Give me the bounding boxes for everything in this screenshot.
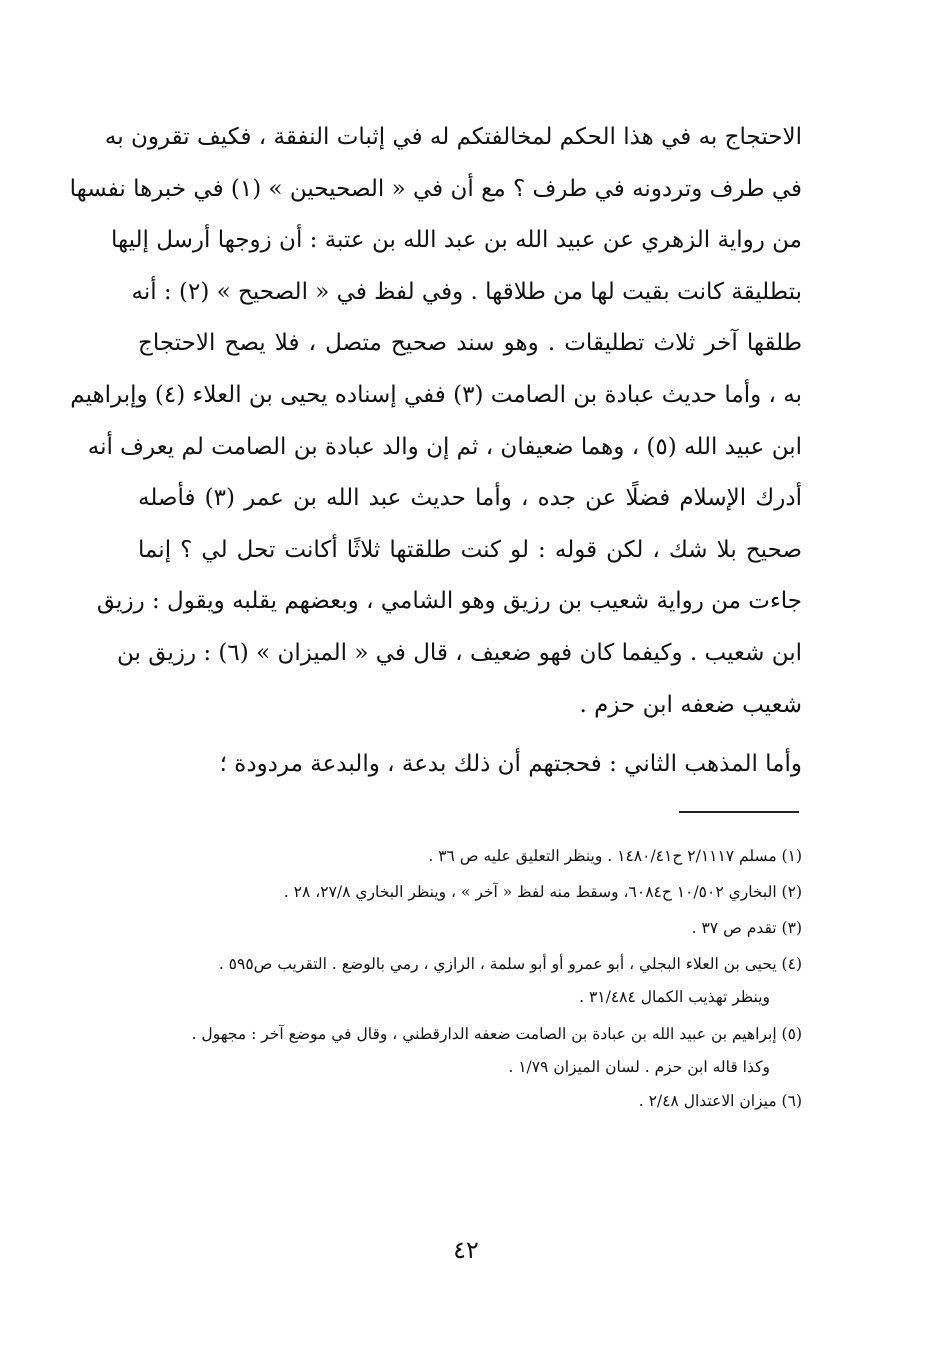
text-line: الاحتجاج به في هذا الحكم لمخالفتكم له في إثبات النفقة ، فكيف تقرون به <box>104 124 802 150</box>
page-number: ٤٢ <box>453 1236 479 1264</box>
text-line: بتطليقة كانت بقيت لها من طلاقها . وفي لفظ في « الصحيح » (٢) : أنه <box>131 278 802 305</box>
main-text <box>69 112 803 791</box>
footnote-5-continued: وكذا قاله ابن حزم . لسان الميزان ١/٧٩ . <box>508 1058 770 1076</box>
footnote-4-continued: وينظر تهذيب الكمال ٣١/٤٨٤ . <box>579 988 770 1006</box>
text-line: ابن عبيد الله (٥) ، وهما ضعيفان ، ثم إن والد عبادة بن الصامت لم يعرف أنه <box>87 433 802 460</box>
text-line: أدرك الإسلام فضلًا عن جده ، وأما حديث عبد الله بن عمر (٣) فأصله <box>138 485 803 512</box>
text-line: صحيح بلا شك ، لكن قوله : لو كنت طلقتها ثلاثًا أكانت تحل لي ؟ إنما <box>138 536 802 563</box>
footnote-4: (٤) يحيى بن العلاء البجلي ، أبو عمرو أو أبو سلمة ، الرازي ، رمي بالوضع . التقريب ص٥٩٥ . <box>218 955 802 973</box>
footnote-2: (٢) البخاري ١٠/٥٠٢ ح٦٠٨٤، وسقط منه لفظ « آخر » ، وينظر البخاري ٢٧/٨، ٢٨ . <box>283 883 802 901</box>
text-line: في طرف وتردونه في طرف ؟ مع أن في « الصحيحين » (١) في خبرها نفسها <box>69 175 802 202</box>
text-line: طلقها آخر ثلاث تطليقات . وهو سند صحيح متصل ، فلا يصح الاحتجاج <box>138 330 802 357</box>
text-line: شعيب ضعفه ابن حزم . <box>579 691 802 718</box>
paragraph-two: وأما المذهب الثاني : فحجتهم أن ذلك بدعة ، والبدعة مردودة ؛ <box>219 751 802 778</box>
text-line: ابن شعيب . وكيفما كان فهو ضعيف ، قال في « الميزان » (٦) : رزيق بن <box>117 639 802 666</box>
footnote-1: (١) مسلم ٢/١١١٧ ح١٤٨٠/٤١ . وينظر التعليق عليه ص ٣٦ . <box>428 847 802 865</box>
text-line: جاءت من رواية شعيب بن رزيق وهو الشامي ، وبعضهم يقلبه ويقول : رزيق <box>96 588 802 615</box>
footnotes <box>120 840 802 1118</box>
footnote-5: (٥) إبراهيم بن عبيد الله بن عبادة بن الصامت ضعفه الدارقطني ، وقال في موضع آخر : مجهول . <box>191 1025 802 1043</box>
footnote-6: (٦) ميزان الاعتدال ٢/٤٨ . <box>638 1092 802 1110</box>
footnote-3: (٣) تقدم ص ٣٧ . <box>691 919 802 937</box>
text-line: من رواية الزهري عن عبيد الله بن عبد الله بن عتبة : أن زوجها أرسل إليها <box>110 227 802 254</box>
text-line: به ، وأما حديث عبادة بن الصامت (٣) ففي إسناده يحيى بن العلاء (٤) وإبراهيم <box>70 381 802 408</box>
footnote-separator <box>679 811 799 813</box>
